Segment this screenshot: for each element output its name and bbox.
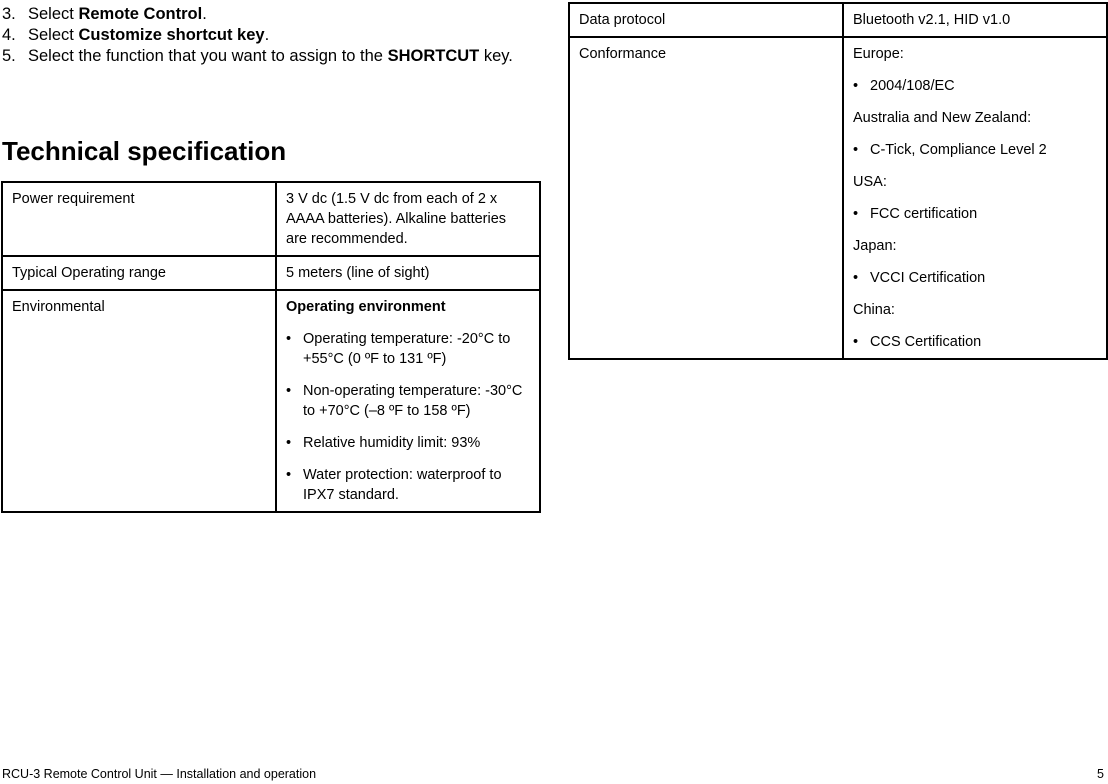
table-row	[569, 3, 1107, 37]
bullet-icon: •	[853, 78, 859, 94]
step-text: Select Customize shortcut key.	[28, 26, 270, 44]
step-emphasis: Remote Control	[78, 5, 203, 23]
step-emphasis: SHORTCUT	[387, 47, 480, 65]
region-item: • CCS Certification	[853, 334, 982, 350]
spec-table-right	[568, 2, 1108, 360]
section-heading: Technical specification	[2, 136, 287, 166]
step-number: 5.	[2, 47, 16, 65]
range-label: Typical Operating range	[2, 256, 276, 290]
table-row	[2, 182, 540, 256]
region-item: • FCC certification	[853, 206, 978, 222]
bullet-icon: •	[853, 270, 859, 286]
table-row	[2, 256, 540, 290]
table-row	[569, 37, 1107, 359]
region-name: China:	[853, 302, 895, 318]
step-text: Select Remote Control.	[28, 5, 207, 23]
region-name: USA:	[853, 174, 887, 190]
bullet-icon: •	[853, 206, 859, 222]
region-item: • VCCI Certification	[853, 270, 986, 286]
step-number: 4.	[2, 26, 16, 44]
range-value: 5 meters (line of sight)	[276, 256, 540, 290]
spec-table-left	[1, 181, 541, 513]
table-row	[2, 290, 540, 512]
step-text: Select the function that you want to assign to the SHORTCUT key.	[28, 47, 513, 65]
protocol-value: Bluetooth v2.1, HID v1.0	[843, 3, 1107, 37]
page-number: 5	[1097, 767, 1104, 781]
env-subtitle: Operating environment	[286, 299, 446, 315]
bullet-icon: •	[286, 467, 292, 483]
power-label: Power requirement	[2, 182, 276, 256]
instruction-steps	[2, 4, 542, 67]
bullet-icon: •	[286, 331, 292, 347]
bullet-icon: •	[853, 142, 859, 158]
env-item: • Operating temperature: -20°C to +55°C (0 ºF to 131 ºF)	[286, 331, 511, 367]
region-name: Japan:	[853, 238, 897, 254]
region-item: • 2004/108/EC	[853, 78, 955, 94]
bullet-icon: •	[286, 383, 292, 399]
env-item: • Non-operating temperature: -30°C to +70°C (–8 ºF to 158 ºF)	[286, 383, 523, 419]
region-item: • C-Tick, Compliance Level 2	[853, 142, 1047, 158]
region-name: Australia and New Zealand:	[853, 110, 1032, 126]
step-4	[2, 25, 542, 46]
footer-title: RCU-3 Remote Control Unit — Installation and operation	[2, 767, 317, 781]
bullet-icon: •	[286, 435, 292, 451]
step-5	[2, 46, 542, 67]
conformance-label: Conformance	[569, 37, 843, 359]
env-item: • Relative humidity limit: 93%	[286, 435, 481, 451]
env-item: • Water protection: waterproof to IPX7 standard.	[286, 467, 502, 503]
step-number: 3.	[2, 5, 16, 23]
region-name: Europe:	[853, 46, 904, 62]
step-3	[2, 4, 542, 25]
bullet-icon: •	[853, 334, 859, 350]
step-emphasis: Customize shortcut key	[78, 26, 265, 44]
protocol-label: Data protocol	[569, 3, 843, 37]
conformance-value	[843, 37, 1107, 359]
environmental-value	[276, 290, 540, 512]
power-value: 3 V dc (1.5 V dc from each of 2 x AAAA batteries). Alkaline batteries are recommended.	[276, 182, 540, 256]
environmental-label: Environmental	[2, 290, 276, 512]
